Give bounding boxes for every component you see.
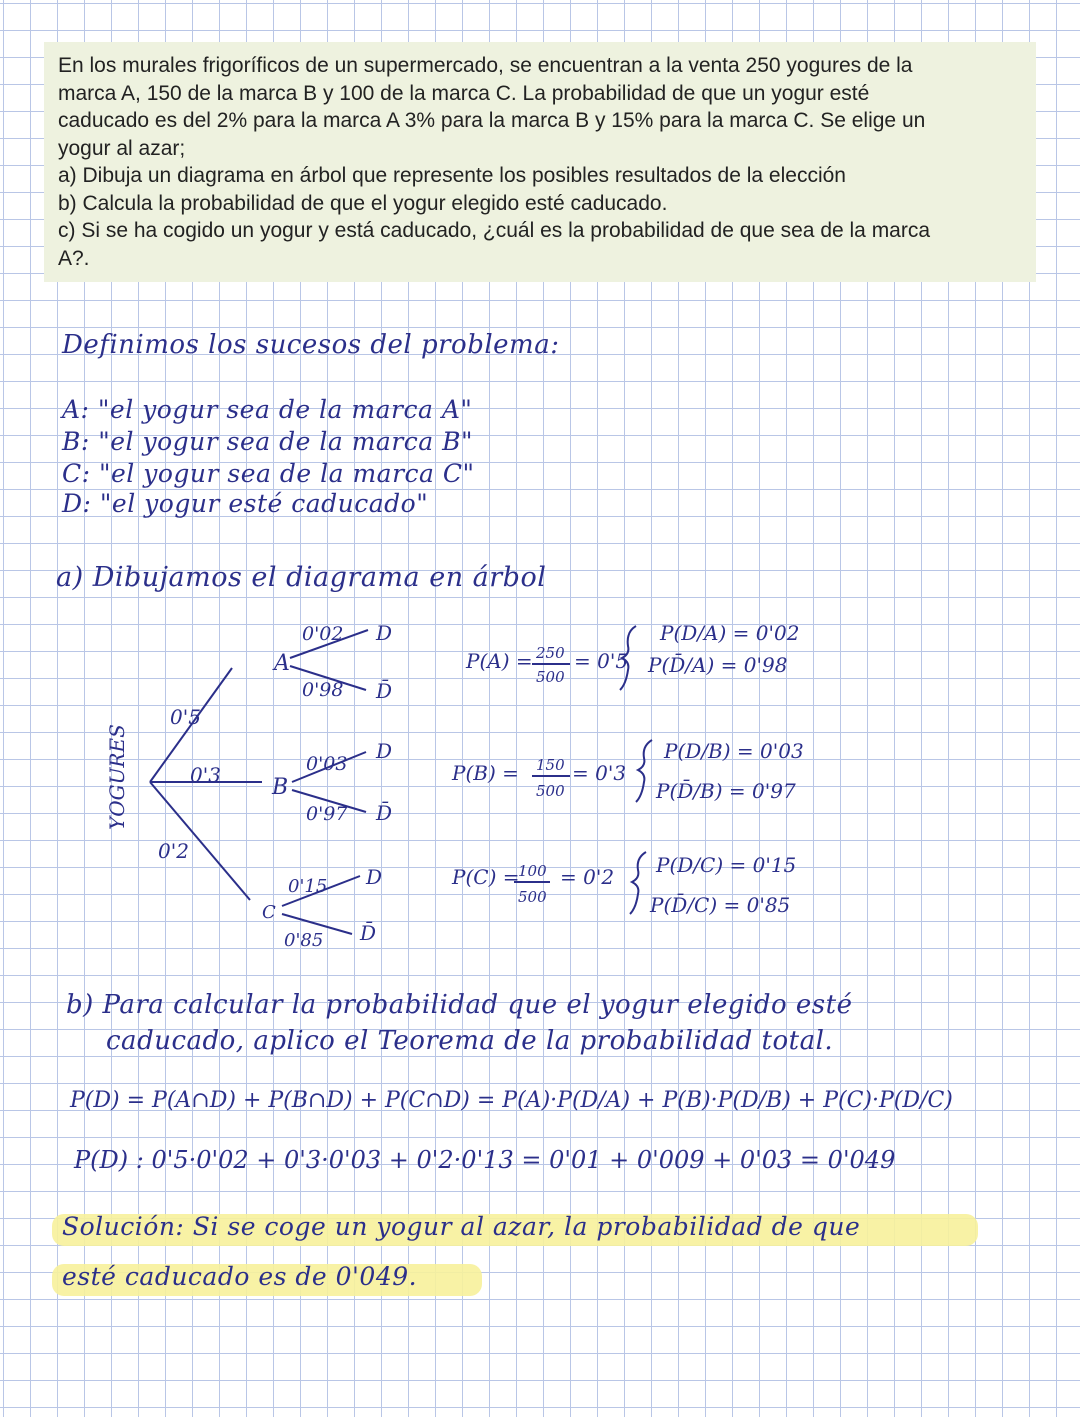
problem-line: b) Calcula la probabilidad de que el yogur elegido esté caducado. (58, 191, 668, 215)
problem-line: a) Dibuja un diagrama en árbol que represente los posibles resultados de la elección (58, 164, 846, 187)
problem-line: En los murales frigoríficos de un supermercado, se encuentran a la venta 250 yogures de la (58, 54, 913, 77)
calc-b-den: 500 (536, 782, 565, 800)
problem-line: c) Si se ha cogido un yogur y está caducado, ¿cuál es la probabilidad de que sea de la marca (58, 219, 931, 242)
node-c-label: C (262, 902, 276, 923)
calc-b (451, 739, 804, 803)
tree-root-label: YOGURES (105, 724, 129, 830)
calc-a-cond2: P(D̄/A) = 0'98 (648, 653, 788, 677)
b-d-prob: 0'03 (306, 753, 348, 775)
calc-b-cond2: P(D̄/B) = 0'97 (656, 779, 796, 803)
calc-c-result: = 0'2 (560, 865, 615, 889)
calc-a-den: 500 (536, 668, 565, 686)
event-c: C: "el yogur sea de la marca C" (62, 459, 475, 488)
b-d-leaf: D (376, 739, 393, 763)
problem-line: A?. (58, 246, 90, 270)
node-a-label: A (274, 651, 290, 676)
a-d-leaf: D (376, 621, 393, 645)
calc-b-label: P(B) = (452, 761, 519, 785)
c-d-prob: 0'15 (288, 876, 328, 897)
b-notd-leaf: D̄ (376, 801, 393, 825)
branch-c-prob: 0'2 (158, 839, 189, 863)
calc-a-result: = 0'5 (574, 649, 629, 673)
a-notd-prob: 0'98 (302, 679, 344, 701)
event-a: A: "el yogur sea de la marca A" (62, 395, 473, 424)
calc-c-label: P(C) = (452, 865, 520, 889)
branch-b-prob: 0'3 (190, 763, 221, 787)
part-a-heading: a) Dibujamos el diagrama en árbol (56, 562, 547, 593)
problem-line: caducado es del 2% para la marca A 3% para la marca B y 15% para la marca C. Se elige un (58, 109, 926, 132)
calc-a (465, 621, 799, 690)
solution-line-2: esté caducado es de 0'049. (62, 1262, 418, 1291)
branch-a-prob: 0'5 (170, 705, 201, 729)
part-b-line-1: b) Para calcular la probabilidad que el yogur elegido esté (66, 990, 853, 1020)
c-notd-prob: 0'85 (284, 930, 324, 951)
calc-a-label: P(A) = (466, 649, 533, 673)
calc-c-num: 100 (518, 862, 547, 880)
problem-line: marca A, 150 de la marca B y 100 de la marca C. La probabilidad de que un yogur esté (58, 81, 870, 105)
calc-a-num: 250 (536, 644, 565, 662)
a-d-prob: 0'02 (302, 623, 344, 645)
calc-c-cond1: P(D/C) = 0'15 (656, 853, 797, 877)
solution-line-1: Solución: Si se coge un yogur al azar, la probabilidad de que (62, 1212, 861, 1241)
calc-b-cond1: P(D/B) = 0'03 (664, 739, 804, 763)
problem-line: yogur al azar; (58, 136, 186, 160)
calc-b-result: = 0'3 (572, 761, 627, 785)
calc-c (451, 852, 796, 917)
calc-a-cond1: P(D/A) = 0'02 (660, 621, 800, 645)
calc-c-den: 500 (518, 888, 547, 906)
events-heading: Definimos los sucesos del problema: (62, 330, 560, 360)
node-b-label: B (272, 775, 289, 800)
calc-c-cond2: P(D̄/C) = 0'85 (650, 893, 791, 917)
b-notd-prob: 0'97 (306, 803, 348, 825)
part-b-line-2: caducado, aplico el Teorema de la probabilidad total. (106, 1026, 834, 1056)
event-b: B: "el yogur sea de la marca B" (62, 427, 474, 456)
a-notd-leaf: D̄ (376, 679, 393, 703)
c-notd-leaf: D̄ (360, 921, 377, 945)
c-d-leaf: D (366, 865, 383, 889)
total-probability-formula: P(D) = P(A∩D) + P(B∩D) + P(C∩D) = P(A)·P(D/A) + P(B)·P(D/B) + P(C)·P(D/C) (70, 1088, 953, 1113)
total-probability-values: P(D) : 0'5·0'02 + 0'3·0'03 + 0'2·0'13 = 0'01 + 0'009 + 0'03 = 0'049 (74, 1146, 896, 1174)
event-d: D: "el yogur esté caducado" (62, 489, 429, 518)
calc-b-num: 150 (536, 756, 565, 774)
